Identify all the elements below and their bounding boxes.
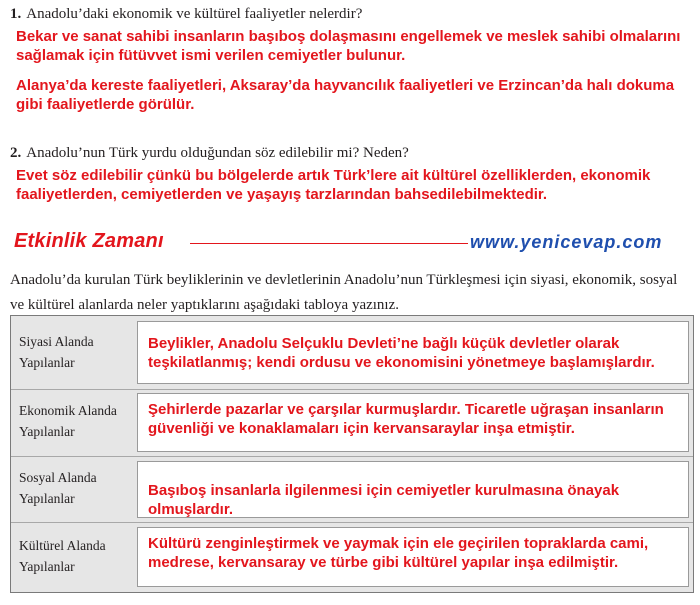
table-row-answer-box [137, 321, 689, 384]
question-1-answer-2: Alanya’da kereste faaliyetleri, Aksaray’da hayvancılık faaliyetleri ve Erzincan’da halı dokuma gibi faaliyetlerde görülür. [16, 77, 675, 113]
table-row-label: Ekonomik Alanda Yapılanlar [19, 403, 117, 439]
table-row-answer: Şehirlerde pazarlar ve çarşılar kurmuşlardır. Ticaretle uğraşan insanların güvenliği ve konaklamaları için kervansaraylar inşa etmiştir. [148, 401, 664, 437]
question-2 [10, 145, 409, 162]
table-row-economic [11, 390, 693, 456]
table-row-label: Siyasi Alanda Yapılanlar [19, 334, 94, 370]
question-2-answer: Evet söz edilebilir çünkü bu bölgelerde artık Türk’lere ait kültürel özelliklerden, ekonomik faaliyetlerden, cemiyetlerden ve yaşayış tarzlarından bahsedilebilmektedir. [16, 167, 651, 203]
activity-intro: Anadolu’da kurulan Türk beyliklerinin ve devletlerinin Anadolu’nun Türkleşmesi için siyasi, ekonomik, sosyal ve kültürel alanlarda neler yaptıklarını aşağıdaki tabloya yazınız. [10, 272, 678, 313]
table-row-label: Kültürel Alanda Yapılanlar [19, 538, 106, 574]
question-1-answer-1: Bekar ve sanat sahibi insanların başıboş dolaşmasını engellemek ve meslek sahibi olmalarını sağlamak için fütüvvet ismi verilen cemiyetler bulunur. [16, 28, 681, 64]
question-1-number: 1. [10, 6, 22, 22]
question-2-number: 2. [10, 145, 22, 161]
activity-title-rule [190, 243, 468, 244]
table-row-cultural [11, 523, 693, 592]
table-row-political [11, 316, 693, 389]
table-row-answer-box [137, 393, 689, 452]
table-row-answer: Beylikler, Anadolu Selçuklu Devleti’ne bağlı küçük devletler olarak teşkilatlanmış; kendi ordusu ve ekonomisini yönetmeye başlamışlardır. [148, 335, 655, 371]
activity-title: Etkinlik Zamanı [14, 230, 164, 252]
question-2-text: Anadolu’nun Türk yurdu olduğundan söz edilebilir mi? Neden? [26, 145, 409, 161]
question-1-text: Anadolu’daki ekonomik ve kültürel faaliyetler nelerdir? [26, 6, 363, 22]
activity-table [10, 315, 694, 593]
table-row-answer: Kültürü zenginleştirmek ve yaymak için ele geçirilen topraklarda cami, medrese, kervansaray ve türbe gibi kültürel yapılar inşa edilmiştir. [148, 535, 649, 571]
table-row-answer: Başıboş insanlarla ilgilenmesi için cemiyetler kurulmasına önayak olmuşlardır. [148, 482, 620, 518]
table-row-answer-box [137, 527, 689, 587]
question-1 [10, 6, 362, 23]
site-watermark: www.yenicevap.com [470, 232, 663, 252]
table-row-social [11, 457, 693, 522]
table-row-label: Sosyal Alanda Yapılanlar [19, 470, 97, 506]
table-row-answer-box [137, 461, 689, 518]
